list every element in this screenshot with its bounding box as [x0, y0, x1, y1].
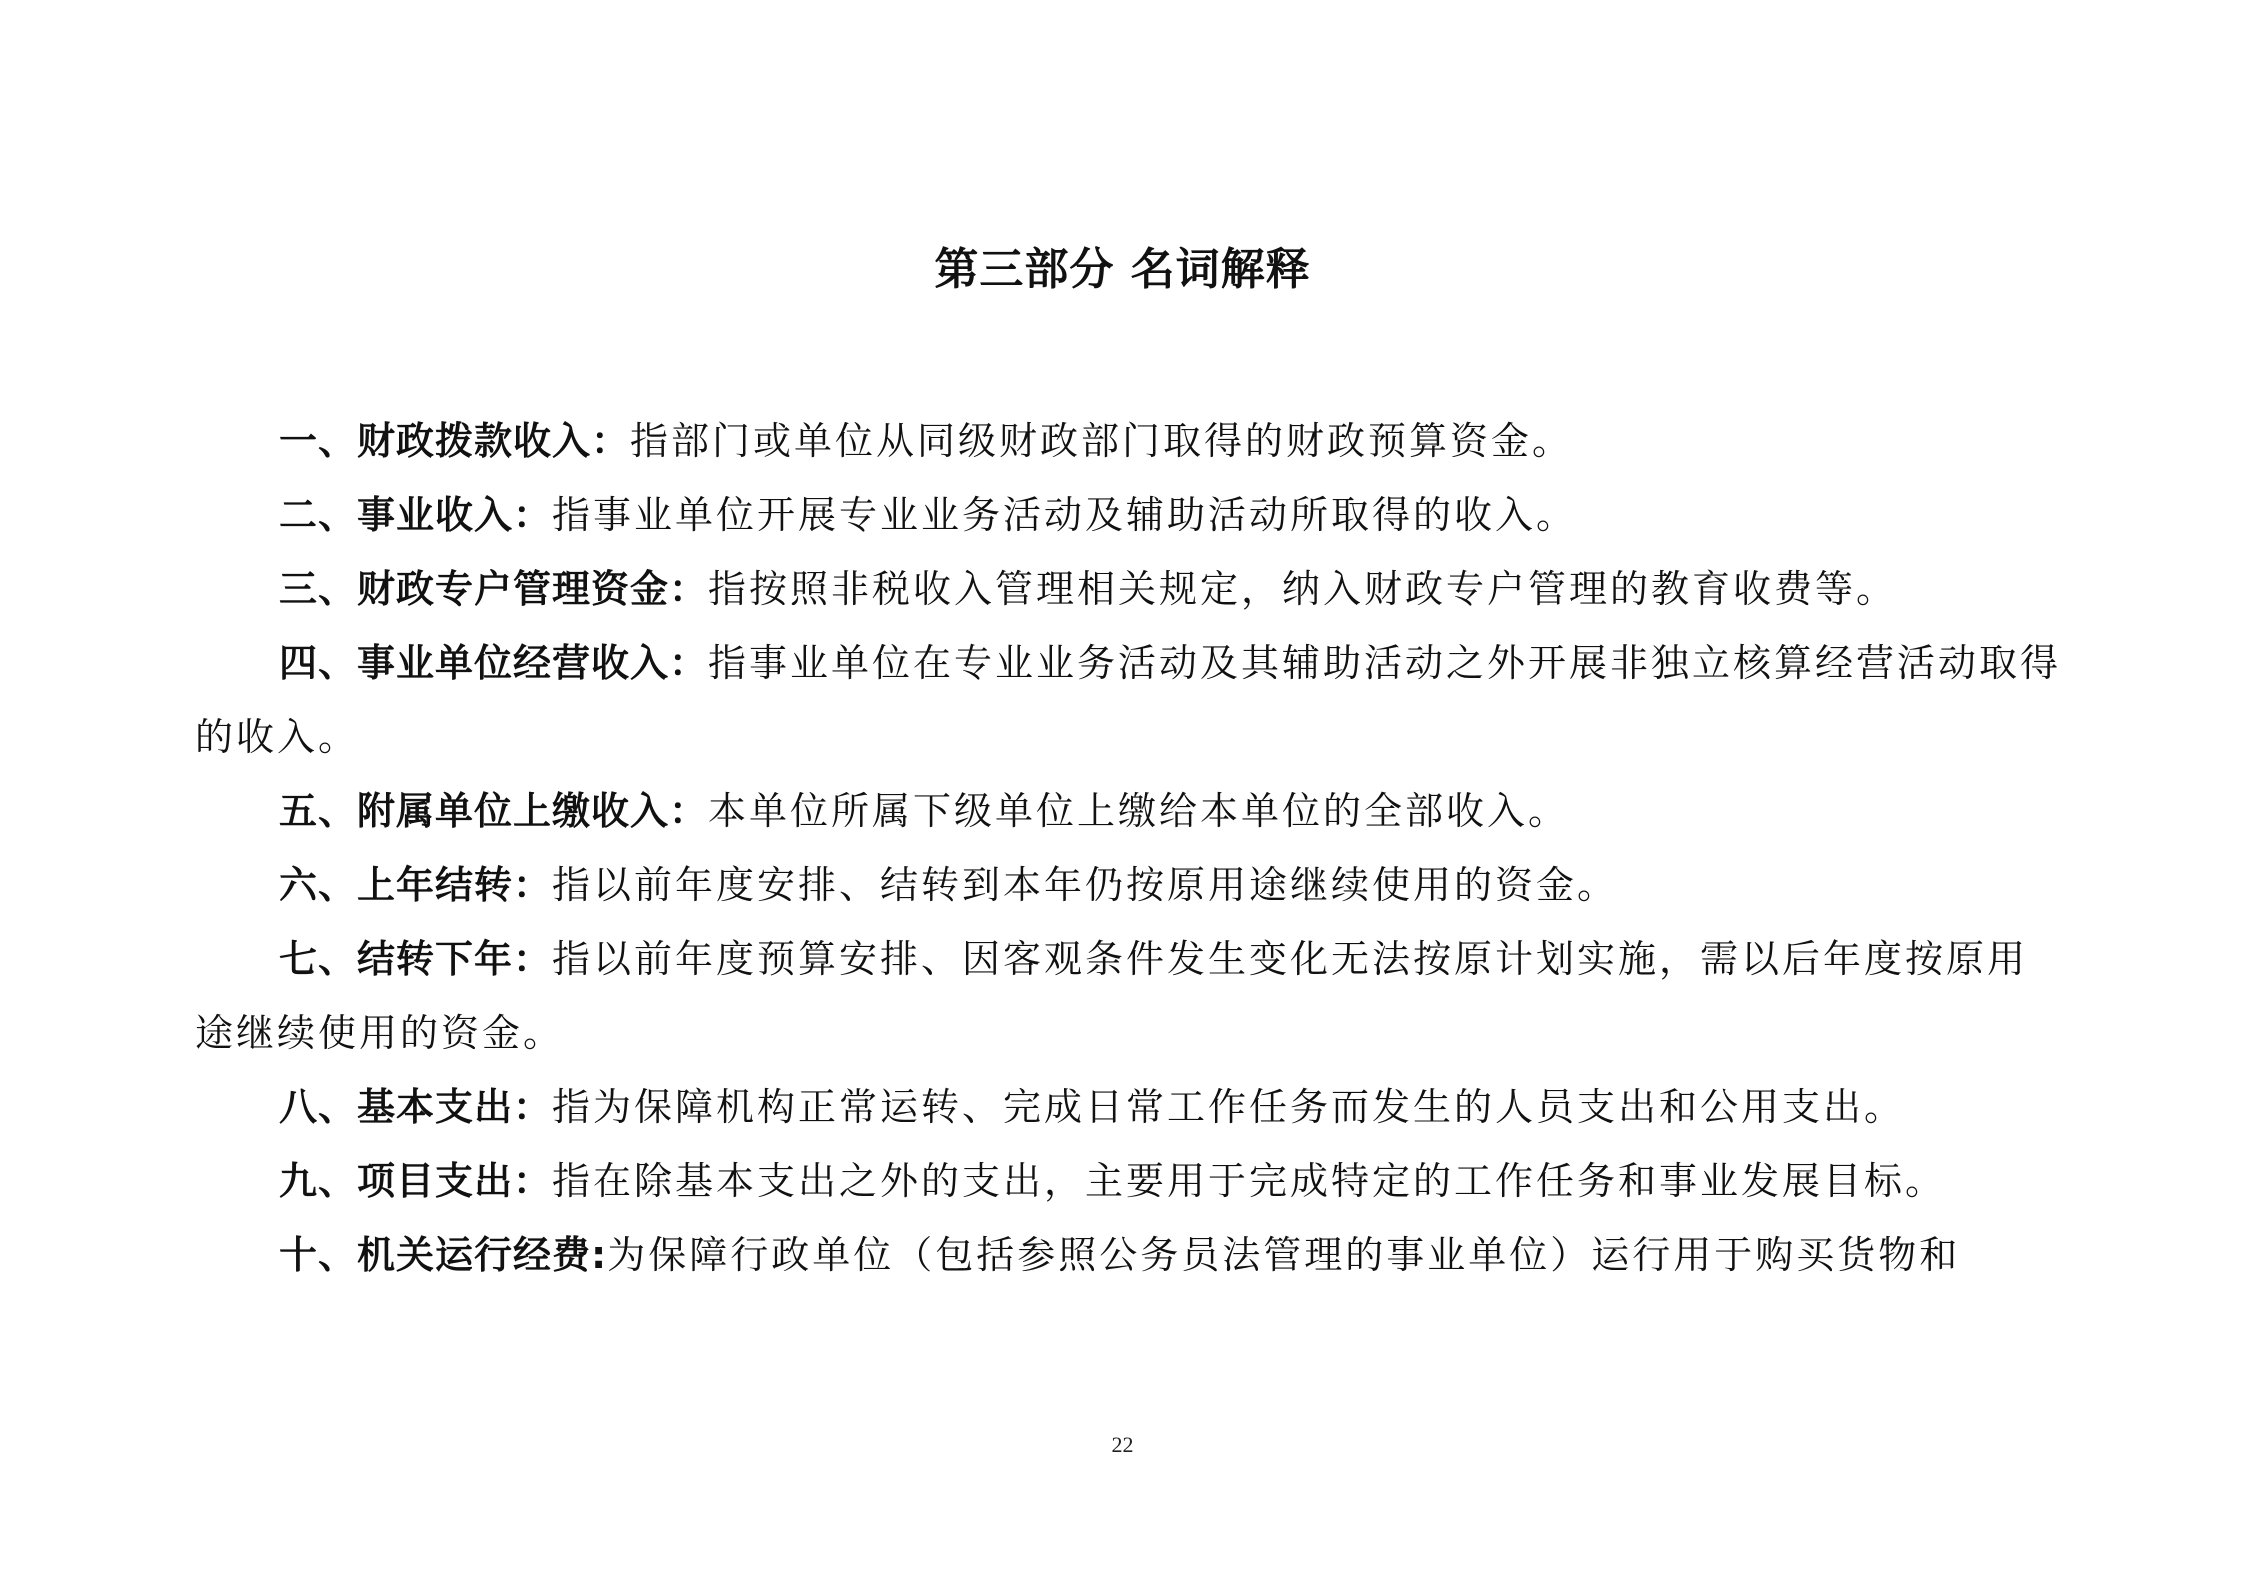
definition-term: 三、财政专户管理资金：	[279, 567, 709, 611]
definition-item	[195, 626, 2065, 774]
definition-item	[195, 1218, 2065, 1292]
page-title: 第三部分 名词解释	[934, 244, 1311, 295]
definition-item	[195, 552, 2065, 626]
definition-term: 七、结转下年：	[279, 937, 553, 981]
definition-text: 指以前年度预算安排、因客观条件发生变化无法按原计划实施，需以后年度按原用途继续使用的资金。	[195, 937, 2029, 1055]
definition-text: 指事业单位开展专业业务活动及辅助活动所取得的收入。	[552, 493, 1578, 537]
definition-term: 九、项目支出：	[279, 1159, 553, 1203]
definition-term: 八、基本支出：	[279, 1085, 553, 1129]
page-number: 22	[1111, 1432, 1134, 1457]
definition-item	[195, 478, 2065, 552]
definition-text: 指按照非税收入管理相关规定，纳入财政专户管理的教育收费等。	[708, 567, 1898, 611]
definition-item	[195, 404, 2065, 478]
definition-item	[195, 774, 2065, 848]
definition-item	[195, 1070, 2065, 1144]
definition-text: 指在除基本支出之外的支出，主要用于完成特定的工作任务和事业发展目标。	[552, 1159, 1947, 1203]
definition-item	[195, 922, 2065, 1070]
definition-text: 指以前年度安排、结转到本年仍按原用途继续使用的资金。	[552, 863, 1619, 907]
definition-term: 十、机关运行经费:	[279, 1233, 608, 1277]
definition-text: 本单位所属下级单位上缴给本单位的全部收入。	[708, 789, 1570, 833]
definition-item	[195, 1144, 2065, 1218]
definitions-list	[195, 404, 2065, 1292]
definition-term: 六、上年结转：	[279, 863, 553, 907]
definition-text: 指事业单位在专业业务活动及其辅助活动之外开展非独立核算经营活动取得的收入。	[195, 641, 2062, 759]
definition-term: 五、附属单位上缴收入：	[279, 789, 709, 833]
definition-term: 二、事业收入：	[279, 493, 553, 537]
definition-text: 为保障行政单位（包括参照公务员法管理的事业单位）运行用于购买货物和	[607, 1233, 1961, 1277]
definition-item	[195, 848, 2065, 922]
definition-term: 四、事业单位经营收入：	[279, 641, 709, 685]
definition-text: 指为保障机构正常运转、完成日常工作任务而发生的人员支出和公用支出。	[552, 1085, 1906, 1129]
definition-term: 一、财政拨款收入：	[279, 419, 631, 463]
definition-text: 指部门或单位从同级财政部门取得的财政预算资金。	[630, 419, 1574, 463]
